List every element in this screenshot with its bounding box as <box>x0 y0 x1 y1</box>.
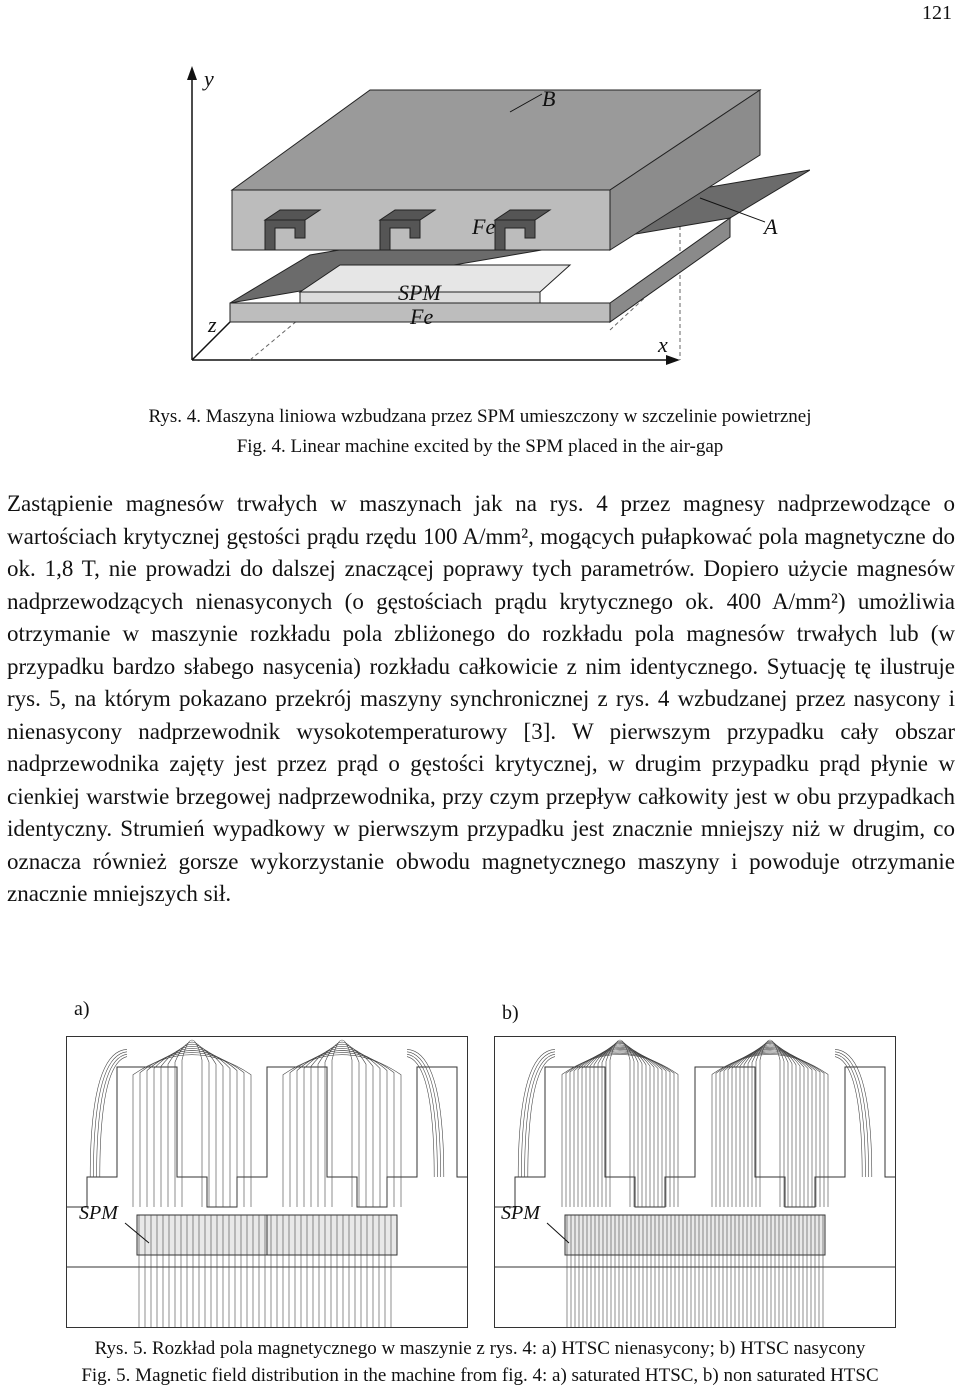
figure-4-caption-pl: Rys. 4. Maszyna liniowa wzbudzana przez SPM umieszczony w szczelinie powietrznej <box>148 406 812 427</box>
panel-a-fieldlines <box>67 1037 467 1327</box>
figure-4-caption-en: Fig. 4. Linear machine excited by the SPM placed in the air-gap <box>236 436 724 457</box>
body-text <box>7 488 955 911</box>
figure-4-drawing <box>170 60 810 380</box>
panel-a-label: a) <box>74 998 90 1020</box>
figure-5-caption <box>0 1335 960 1389</box>
body-paragraph: Zastąpienie magnesów trwałych w maszynach jak na rys. 4 przez magnesy nadprzewodzące o wartościach krytycznej gęstości prądu rzędu 100 A/mm², mogących pułapkować pola magnetyczne do ok. 1,8 T, nie prowadzi do dalszej znaczącej poprawy tych parametrów. Dopiero użycie magnesów nadprzewodzących nienasyconych (o gęstościach prądu krytycznego ok. 400 A/mm²) umożliwia otrzymanie w maszynie rozkładu pola zbliżonego do rozkładu pola magnesów trwałych lub (w przypadku bardzo słabego nasycenia) rozkładu całkowicie z nim identycznego. Sytuację tę ilustruje rys. 5, na którym pokazano przekrój maszyny synchronicznej z rys. 4 wzbudzanej przez nasycony i nienasycony nadprzewodnik wysokotemperaturowy [3]. W pierwszym przypadku cały obszar nadprzewodnika zajęty jest przez prąd o gęstości krytycznej, w drugim przypadku prąd płynie w cienkiej warstwie brzegowej nadprzewodnika, przy czym przepływ całkowity jest w obu przypadkach identyczny. Strumień wypadkowy w pierwszym przypadku jest znacznie mniejszy niż w drugim, co oznacza również gorsze wykorzystanie obwodu magnetycznego maszyny i powoduje otrzymanie znacznie mniejszych sił. <box>7 491 955 906</box>
page-number: 121 <box>922 2 952 24</box>
axis-label-z: z <box>208 312 217 337</box>
figure-4-caption <box>0 402 960 462</box>
label-A: A <box>764 214 778 239</box>
label-SPM: SPM <box>398 280 441 305</box>
label-Fe-top: Fe <box>472 214 496 239</box>
label-B: B <box>542 86 556 111</box>
figure-5-caption-en: Fig. 5. Magnetic field distribution in the machine from fig. 4: a) saturated HTSC, b) non saturated HTSC <box>81 1365 879 1386</box>
axis-label-x: x <box>658 332 668 357</box>
axis-label-y: y <box>204 66 214 91</box>
spm-label-b: SPM <box>501 1202 540 1224</box>
figure-5-caption-pl: Rys. 5. Rozkład pola magnetycznego w maszynie z rys. 4: a) HTSC nienasycony; b) HTSC nasycony <box>94 1338 866 1359</box>
figure-5-field-distribution <box>60 996 900 1326</box>
spm-label-a: SPM <box>79 1202 118 1224</box>
panel-b <box>494 1036 896 1328</box>
label-Fe-bottom: Fe <box>410 304 434 329</box>
panel-b-fieldlines <box>495 1037 895 1327</box>
panel-a <box>66 1036 468 1328</box>
panel-b-label: b) <box>502 1002 519 1024</box>
figure-4-linear-machine <box>170 60 810 380</box>
